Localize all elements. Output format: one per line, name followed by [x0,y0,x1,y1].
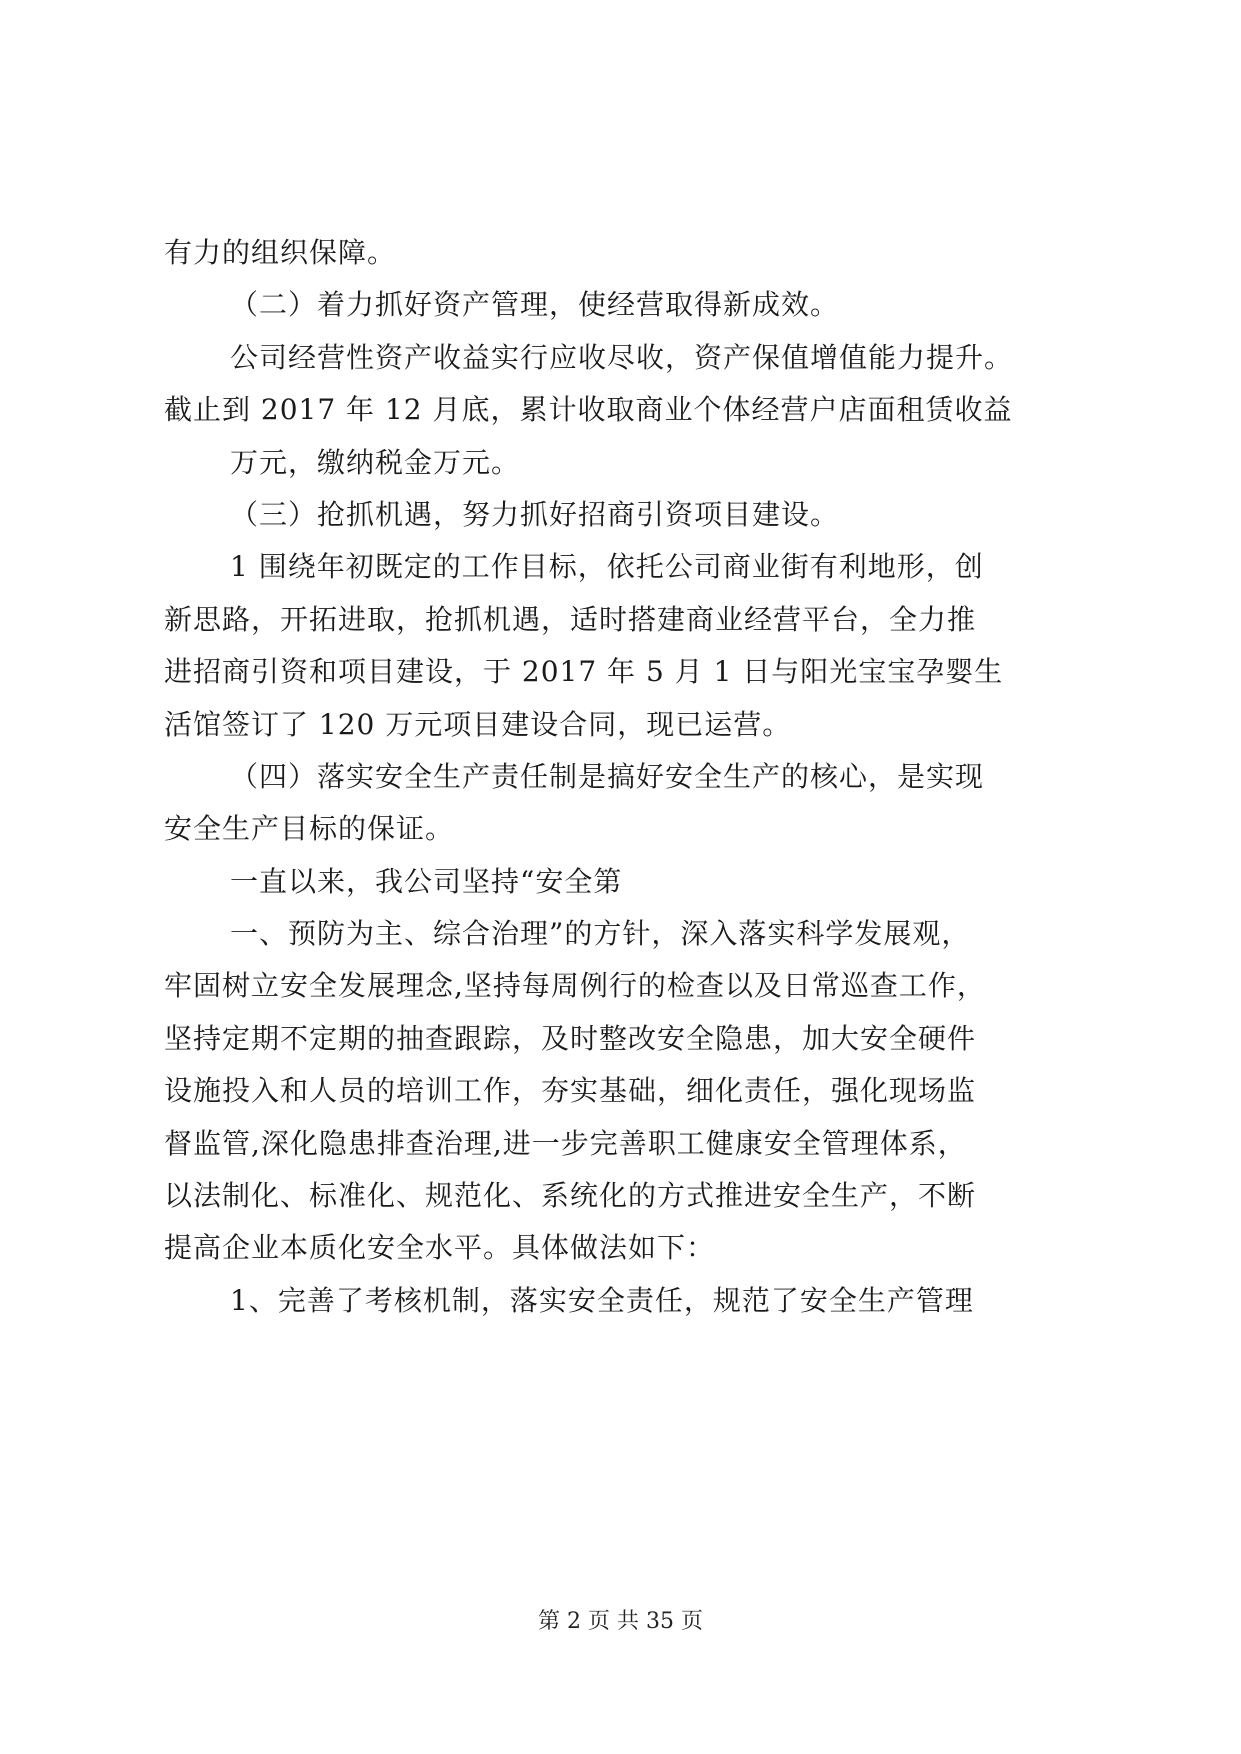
text-line: 提高企业本质化安全水平。具体做法如下： [164,1231,716,1265]
document-body [164,227,1124,1327]
text-line: 新思路，开拓进取，抢抓机遇，适时搭建商业经营平台，全力推 [164,602,977,636]
text-line: 1 围绕年初既定的工作目标，依托公司商业街有利地形，创 [230,550,984,584]
text-line: 进招商引资和项目建设，于 2017 年 5 月 1 日与阳光宝宝孕婴生 [164,655,1004,689]
text-line: 以法制化、标准化、规范化、系统化的方式推进安全生产，不断 [164,1179,977,1213]
text-line: 有力的组织保障。 [164,236,397,269]
text-line: 一直以来，我公司坚持“安全第 [230,864,623,898]
text-line: 安全生产目标的保证。 [164,812,455,846]
text-line: 一、预防为主、综合治理”的方针，深入落实科学发展观， [230,917,971,951]
section-heading: （三）抢抓机遇，努力抓好招商引资项目建设。 [230,497,840,531]
section-heading: （四）落实安全生产责任制是搞好安全生产的核心，是实现 [230,759,985,793]
text-line: 活馆签订了 120 万元项目建设合同，现已运营。 [164,707,792,741]
text-line: 截止到 2017 年 12 月底，累计收取商业个体经营户店面租赁收益 [164,393,1013,427]
text-line: 公司经营性资产收益实行应收尽收，资产保值增值能力提升。 [230,340,1014,374]
text-line: 督监管,深化隐患排查治理,进一步完善职工健康安全管理体系， [164,1126,967,1160]
text-line: 牢固树立安全发展理念,坚持每周例行的检查以及日常巡查工作， [164,969,986,1003]
text-line: 1、完善了考核机制，落实安全责任，规范了安全生产管理 [230,1283,974,1317]
text-line: 万元，缴纳税金万元。 [230,445,521,479]
page-number: 第 2 页 共 35 页 [538,1609,703,1634]
text-line: 坚持定期不定期的抽查跟踪，及时整改安全隐患，加大安全硬件 [164,1021,977,1055]
text-line: 设施投入和人员的培训工作，夯实基础，细化责任，强化现场监 [164,1074,977,1108]
section-heading: （二）着力抓好资产管理，使经营取得新成效。 [230,288,840,322]
